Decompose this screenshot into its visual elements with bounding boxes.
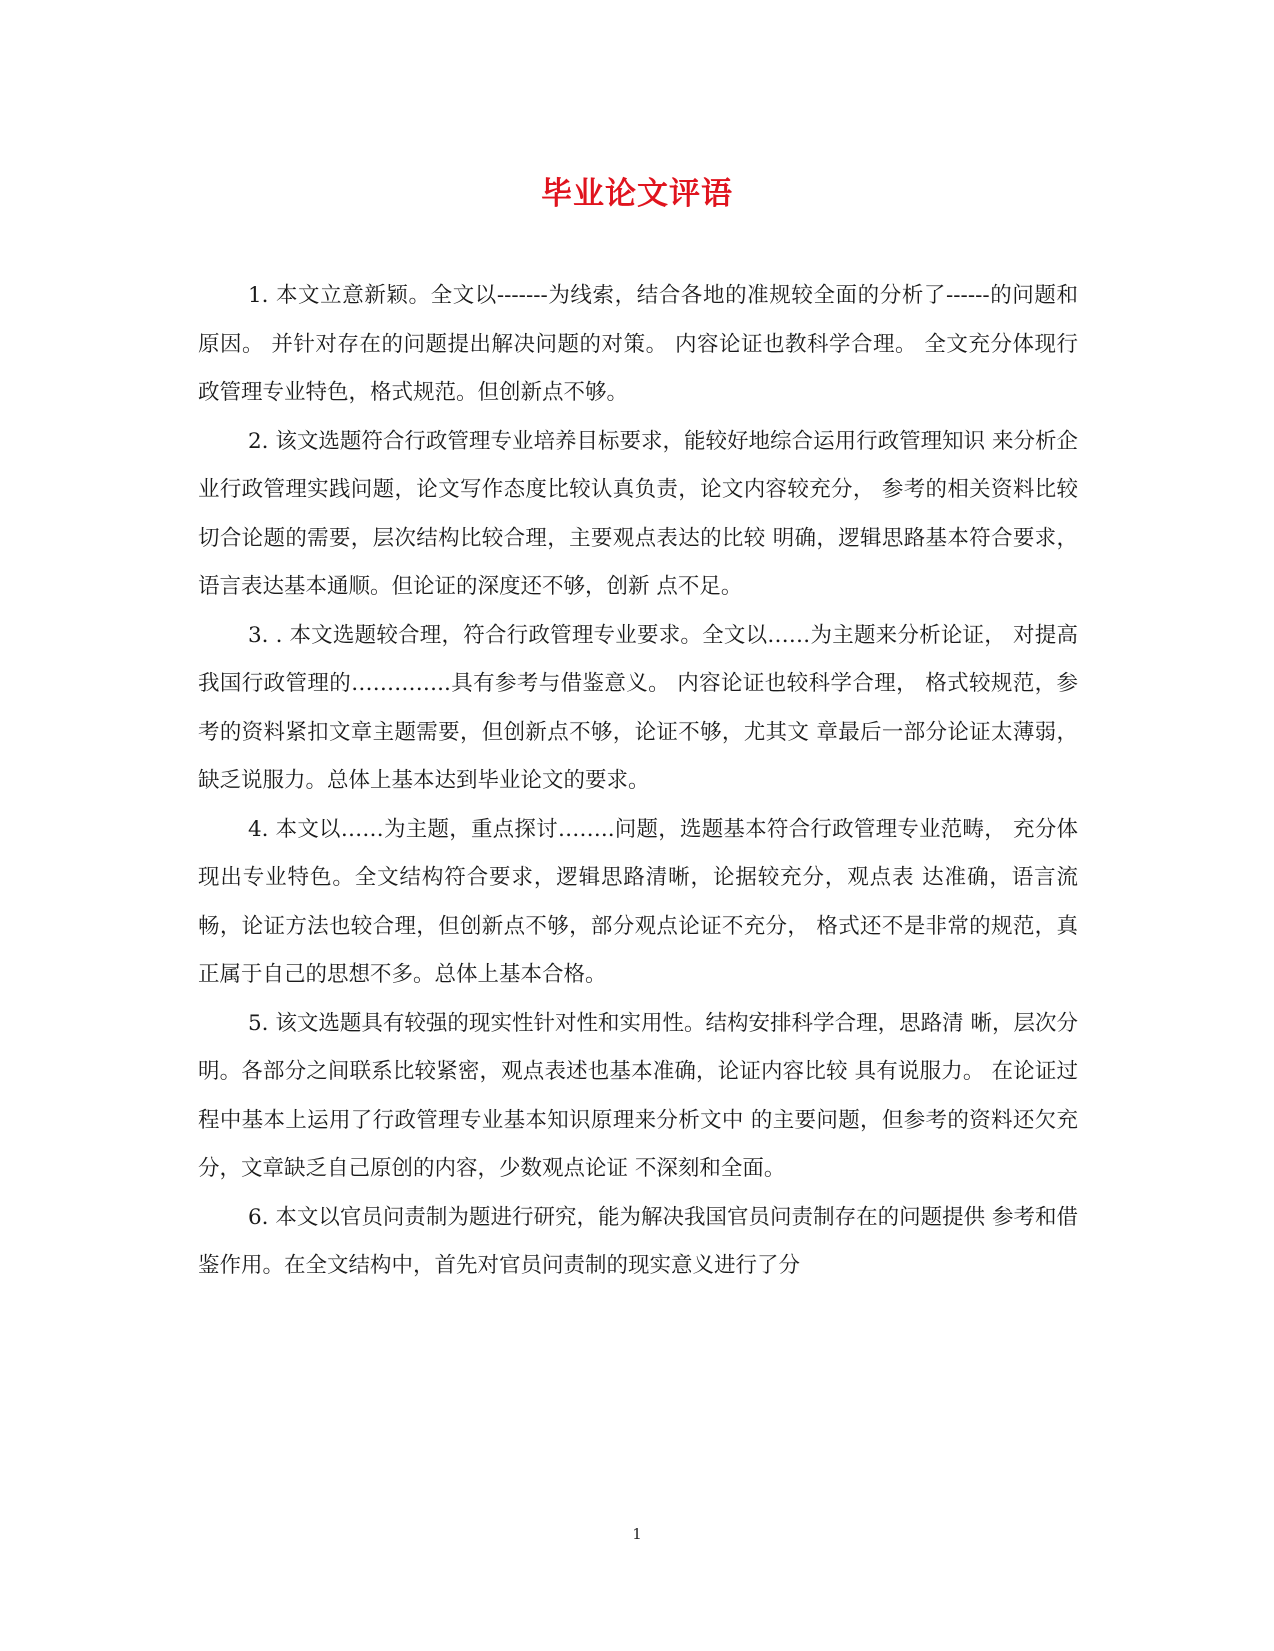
document-title: 毕业论文评语: [541, 176, 733, 212]
document-body: [198, 272, 1078, 1291]
comment-paragraph-5: 5. 该文选题具有较强的现实性针对性和实用性。结构安排科学合理，思路清 晰，层次分明。各部分之间联系比较紧密，观点表述也基本准确，论证内容比较 具有说服力。 在论证过程中基本上运用了行政管理专业基本知识原理来分析文中 的主要问题，但参考的资料还欠充分，文章缺乏自己原创的内容，少数观点论证 不深刻和全面。: [198, 1010, 1078, 1181]
comment-paragraph-1: 1. 本文立意新颖。全文以-------为线索，结合各地的准规较全面的分析了------的问题和原因。 并针对存在的问题提出解决问题的对策。 内容论证也教科学合理。 全文充分体现行政管理专业特色，格式规范。但创新点不够。: [198, 283, 1078, 405]
comment-paragraph-4: 4. 本文以……为主题，重点探讨……..问题，选题基本符合行政管理专业范畴， 充分体现出专业特色。全文结构符合要求，逻辑思路清晰，论据较充分，观点表 达准确，语言流畅，论证方法也较合理，但创新点不够，部分观点论证不充分， 格式还不是非常的规范，真正属于自己的思想不多。总体上基本合格。: [198, 816, 1078, 987]
comment-paragraph-2: 2. 该文选题符合行政管理专业培养目标要求，能较好地综合运用行政管理知识 来分析企业行政管理实践问题，论文写作态度比较认真负责，论文内容较充分， 参考的相关资料比较切合论题的需要，层次结构比较合理，主要观点表达的比较 明确，逻辑思路基本符合要求，语言表达基本通顺。但论证的深度还不够，创新 点不足。: [198, 428, 1078, 599]
comment-paragraph-3: 3. . 本文选题较合理，符合行政管理专业要求。全文以……为主题来分析论证， 对提高我国行政管理的…………..具有参考与借鉴意义。 内容论证也较科学合理， 格式较规范，参考的资料紧扣文章主题需要，但创新点不够，论证不够，尤其文 章最后一部分论证太薄弱，缺乏说服力。总体上基本达到毕业论文的要求。: [198, 622, 1078, 793]
comment-paragraph-6: 6. 本文以官员问责制为题进行研究，能为解决我国官员问责制存在的问题提供 参考和借鉴作用。在全文结构中，首先对官员问责制的现实意义进行了分: [198, 1204, 1078, 1278]
page-number: 1: [632, 1525, 642, 1543]
